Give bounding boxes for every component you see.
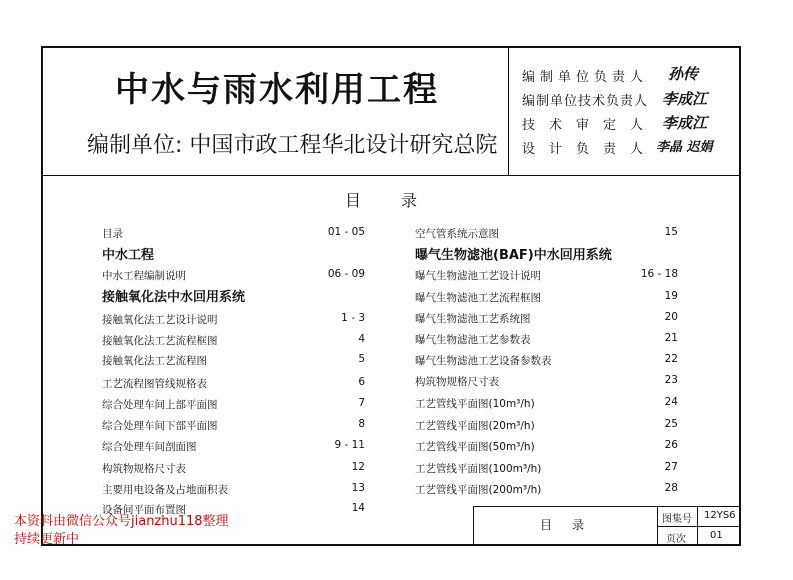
toc-entry-title: 接触氧化法工艺流程框图 [102,335,218,347]
toc-entry-page: 21 [664,332,678,344]
signature-name: 李成江 [662,114,708,132]
toc-entry-title: 综合处理车间下部平面图 [102,420,218,432]
toc-entry-title: 工艺流程图管线规格表 [102,378,207,390]
toc-entry-title: 中水工程编制说明 [102,270,186,282]
signature-role: 技术审定人 [522,118,658,133]
toc-entry-page: 16 - 18 [640,268,678,280]
toc-section-heading: 中水工程 [102,248,155,263]
toc-entry-title: 曝气生物滤池工艺设备参数表 [415,355,552,367]
toc-entry-page: 13 [351,482,365,494]
toc-heading: 目录 [345,191,458,210]
toc-entry-title: 曝气生物滤池工艺参数表 [415,334,531,346]
toc-entry-page: 4 [358,333,365,345]
toc-entry-page: 7 [358,397,365,409]
toc-entry-page: 14 [351,502,365,514]
toc-entry-page: 25 [664,418,678,430]
toc-entry-page: 20 [664,311,678,323]
toc-entry-title: 构筑物规格尺寸表 [415,376,499,388]
toc-entry-page: 8 [358,418,365,430]
toc-entry-title: 目录 [102,228,123,240]
signature-name: 李晶 迟娟 [656,140,713,155]
atlas-number-label: 图集号 [662,514,692,525]
toc-section-heading: 曝气生物滤池(BAF)中水回用系统 [415,248,612,263]
toc-entry-page: 24 [664,396,678,408]
toc-entry-page: 9 - 11 [334,439,365,451]
toc-entry-page: 19 [664,290,678,302]
toc-section-heading: 接触氧化法中水回用系统 [102,290,246,305]
toc-entry-page: 06 - 09 [327,268,365,280]
toc-entry-title: 工艺管线平面图(20m³/h) [415,420,535,432]
watermark-line: 本资料由微信公众号jianzhu118整理 [14,514,229,529]
toc-entry-title: 曝气生物滤池工艺系统图 [415,313,531,325]
page-title: 中水与雨水利用工程 [115,70,439,110]
page-number-value: 01 [710,530,723,541]
signature-name: 李成江 [662,90,708,108]
signature-role: 设计负责人 [522,142,658,157]
page-number-label: 页次 [666,534,686,545]
title-block-name: 目录 [540,518,605,532]
atlas-number-value: 12YS6 [704,510,736,521]
toc-entry-title: 工艺管线平面图(10m³/h) [415,398,535,410]
watermark-line: 持续更新中 [14,532,80,547]
toc-entry-page: 23 [664,374,678,386]
toc-entry-page: 26 [664,439,678,451]
toc-entry-title: 构筑物规格尺寸表 [102,463,186,475]
header-divider-horizontal [41,175,741,176]
title-block-mid [657,526,741,527]
toc-entry-title: 接触氧化法工艺设计说明 [102,314,218,326]
toc-entry-title: 设备间平面布置图 [102,504,186,516]
title-block-top [473,506,741,507]
organization-line: 编制单位: 中国市政工程华北设计研究总院 [87,133,498,158]
toc-entry-title: 曝气生物滤池工艺流程框图 [415,292,541,304]
header-divider-vertical [508,46,509,176]
toc-entry-page: 15 [664,226,678,238]
toc-entry-title: 接触氧化法工艺流程图 [102,355,207,367]
toc-entry-title: 综合处理车间剖面图 [102,441,197,453]
toc-entry-title: 空气管系统示意图 [415,228,499,240]
toc-entry-page: 27 [664,461,678,473]
title-block-left [473,506,474,546]
signature-role: 编制单位负责人 [522,70,649,85]
toc-entry-title: 综合处理车间上部平面图 [102,399,218,411]
signature-name: 孙传 [668,65,699,83]
toc-entry-title: 曝气生物滤池工艺设计说明 [415,270,541,282]
toc-entry-page: 6 [358,376,365,388]
toc-entry-page: 1 - 3 [341,312,365,324]
toc-entry-page: 12 [351,461,365,473]
toc-entry-title: 主要用电设备及占地面积表 [102,484,228,496]
toc-entry-title: 工艺管线平面图(50m³/h) [415,441,535,453]
toc-entry-page: 22 [664,353,678,365]
toc-entry-title: 工艺管线平面图(200m³/h) [415,484,542,496]
toc-entry-page: 01 - 05 [327,226,365,238]
toc-entry-page: 5 [358,353,365,365]
signature-role: 编制单位技术负责人 [522,94,649,109]
toc-entry-title: 工艺管线平面图(100m³/h) [415,463,542,475]
toc-entry-page: 28 [664,482,678,494]
